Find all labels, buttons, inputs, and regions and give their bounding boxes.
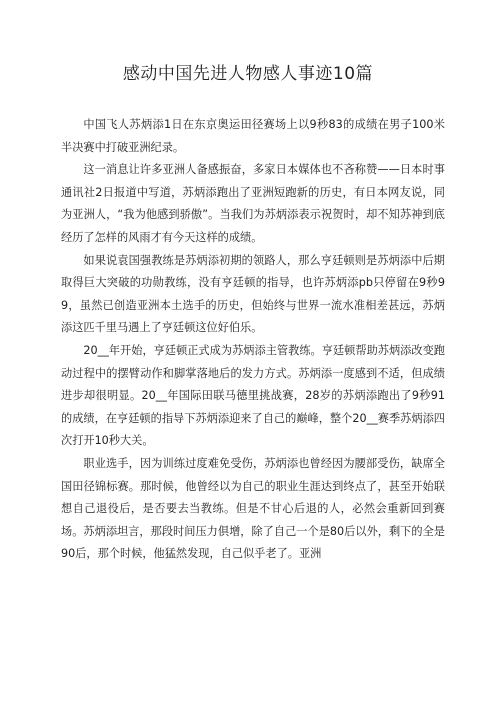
paragraph-3: 如果说袁国强教练是苏炳添初期的领路人，那么亨廷顿则是苏炳添中后期取得巨大突破的功勋教练，没有亨廷顿的指导，也许苏炳添pb只停留在9秒99，虽然已创造亚洲本土选手的历史，但始终与世界一流水准相差甚远，苏炳添这匹千里马遇上了亨廷顿这位好伯乐。	[61, 253, 445, 335]
document-body	[61, 114, 445, 566]
paragraph-1: 中国飞人苏炳添1日在东京奥运田径赛场上以9秒83的成绩在男子100米半决赛中打破亚洲纪录。	[61, 118, 445, 154]
paragraph-5: 职业选手，因为训练过度难免受伤，苏炳添也曾经因为腰部受伤，缺席全国田径锦标赛。那时候，他曾经以为自己的职业生涯达到终点了，甚至开始联想自己退役后，是否要去当教练。但是不甘心后退的人，必然会重新回到赛场。苏炳添坦言，那段时间压力倶增，除了自己一个是80后以外，剩下的全是90后，那个时候，他猛然发现，自己似乎老了。亚洲	[61, 456, 445, 561]
paragraph-4: 20__年开始，亨廷顿正式成为苏炳添主管教练。亨廷顿帮助苏炳添改变跑动过程中的摆臂动作和脚掌落地后的发力方式。苏炳添一度感到不适，但成绩进步却很明显。20__年国际田联马德里挑战赛，28岁的苏炳添跑出了9秒91的成绩，在亨廷顿的指导下苏炳添迎来了自己的巅峰，整个20__赛季苏炳添四次打开10秒大关。	[61, 343, 445, 448]
document-title: 感动中国先进人物感人事迹10篇	[122, 64, 374, 84]
paragraph-2: 这一消息让许多亚洲人备感振奋，多家日本媒体也不吝称赞——日本时事通讯社2日报道中写道，苏炳添跑出了亚洲短跑新的历史，有日本网友说，同为亚洲人，“我为他感到骄傲”。当我们为苏炳添表示祝贺时，却不知苏神到底经历了怎样的风雨才有今天这样的成绩。	[61, 163, 445, 244]
